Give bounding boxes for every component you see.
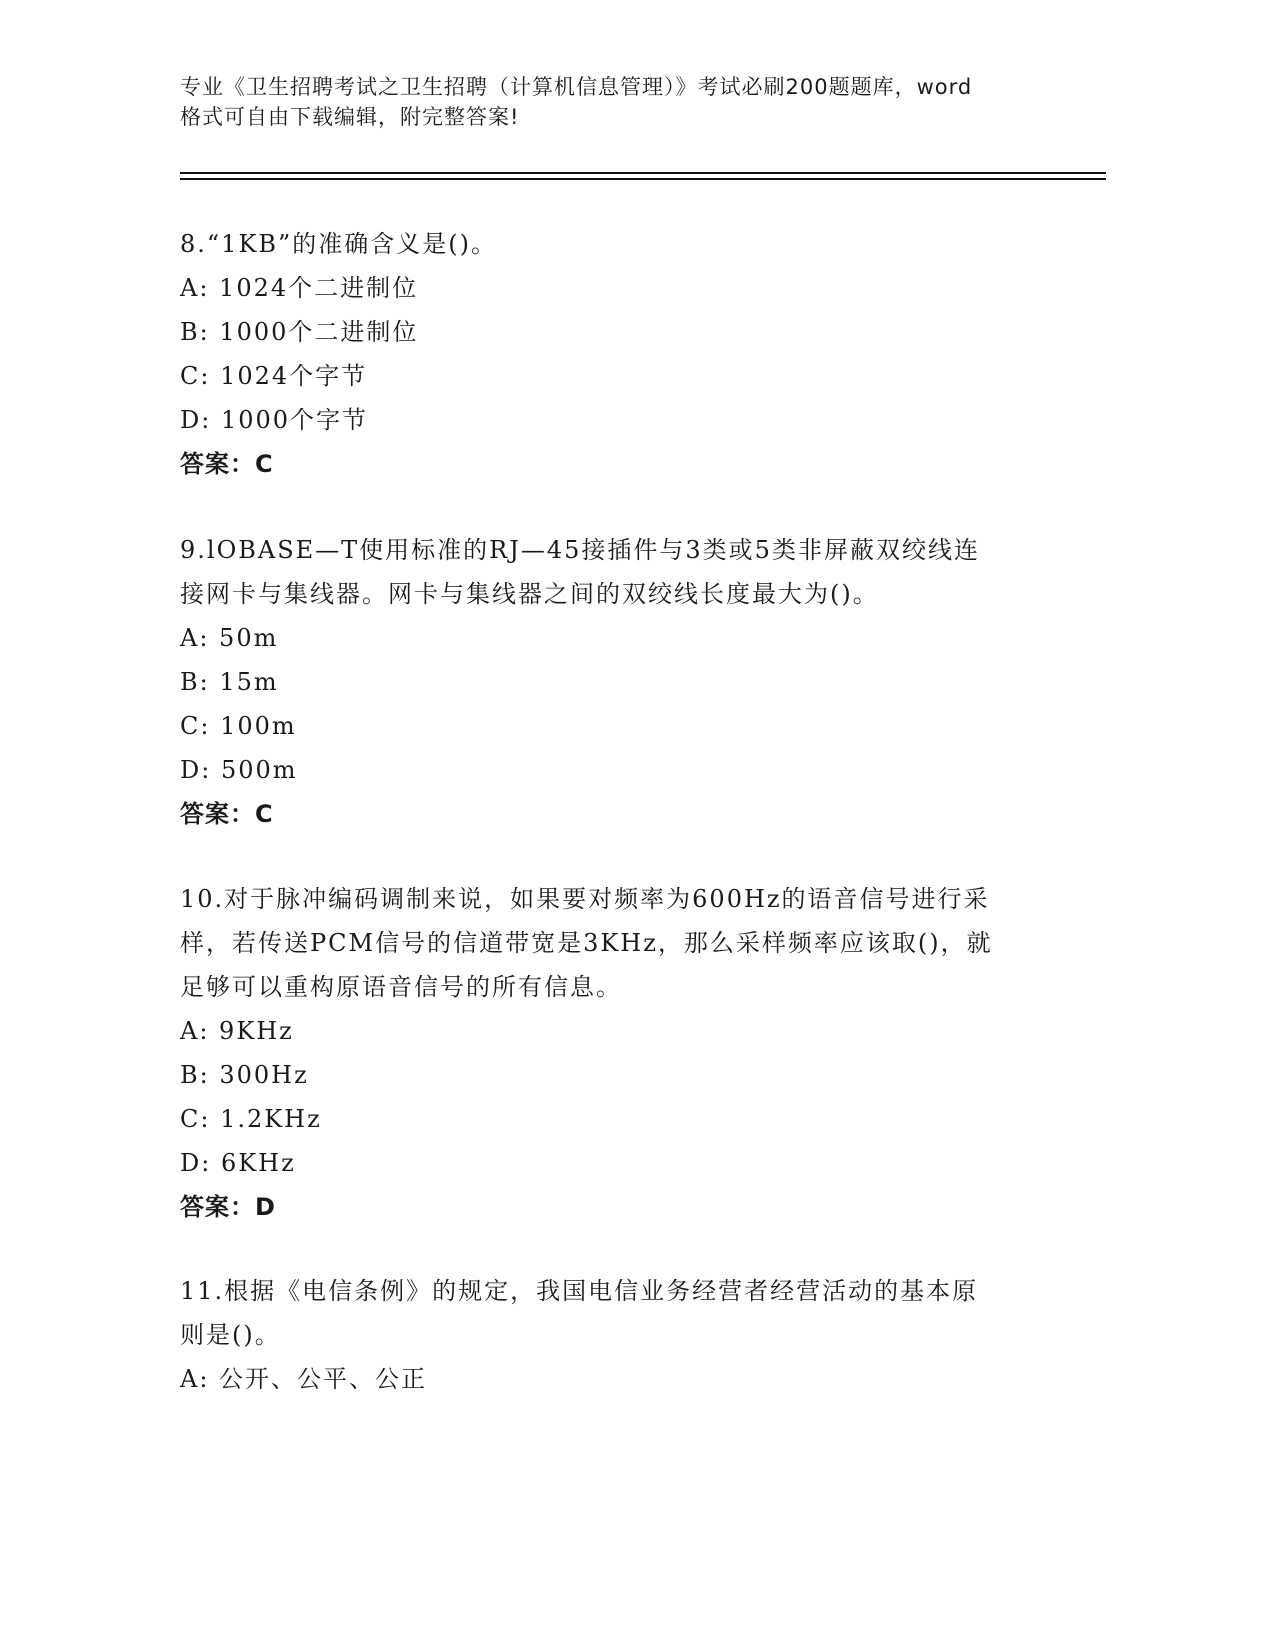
answer: 答案：D — [180, 1193, 276, 1221]
question-10 — [180, 877, 1040, 1229]
header-line-1: 专业《卫生招聘考试之卫生招聘（计算机信息管理）》考试必刷200题题库，word — [180, 75, 973, 99]
question-text-line-3: 足够可以重构原语音信号的所有信息。 — [180, 973, 622, 1001]
question-text-line-2: 则是()。 — [180, 1321, 281, 1349]
option-d: D: 500m — [180, 756, 298, 784]
header-line-2: 格式可自由下载编辑，附完整答案! — [180, 105, 520, 129]
question-text: 8.“1KB”的准确含义是()。 — [180, 230, 497, 258]
question-9 — [180, 528, 1040, 836]
option-a: A: 1024个二进制位 — [180, 274, 419, 302]
document-header — [180, 72, 1060, 132]
answer: 答案：C — [180, 450, 274, 478]
answer: 答案：C — [180, 800, 274, 828]
question-text-line-1: 9.lOBASE—T使用标准的RJ—45接插件与3类或5类非屏蔽双绞线连 — [180, 536, 980, 564]
option-b: B: 15m — [180, 668, 279, 696]
question-text-line-1: 11.根据《电信条例》的规定，我国电信业务经营者经营活动的基本原 — [180, 1277, 979, 1305]
option-d: D: 6KHz — [180, 1149, 296, 1177]
option-a: A: 9KHz — [180, 1017, 294, 1045]
option-b: B: 300Hz — [180, 1061, 309, 1089]
option-c: C: 100m — [180, 712, 297, 740]
option-b: B: 1000个二进制位 — [180, 318, 419, 346]
header-divider-top — [180, 172, 1106, 174]
option-c: C: 1.2KHz — [180, 1105, 322, 1133]
question-text-line-1: 10.对于脉冲编码调制来说，如果要对频率为600Hz的语音信号进行采 — [180, 885, 990, 913]
question-text-line-2: 样，若传送PCM信号的信道带宽是3KHz，那么采样频率应该取()，就 — [180, 929, 993, 957]
option-d: D: 1000个字节 — [180, 406, 369, 434]
option-a: A: 50m — [180, 624, 279, 652]
option-a: A: 公开、公平、公正 — [180, 1365, 428, 1393]
option-c: C: 1024个字节 — [180, 362, 368, 390]
question-8 — [180, 222, 1040, 486]
header-divider-bottom — [180, 178, 1106, 180]
question-text-line-2: 接网卡与集线器。网卡与集线器之间的双绞线长度最大为()。 — [180, 580, 879, 608]
question-11 — [180, 1269, 1040, 1401]
